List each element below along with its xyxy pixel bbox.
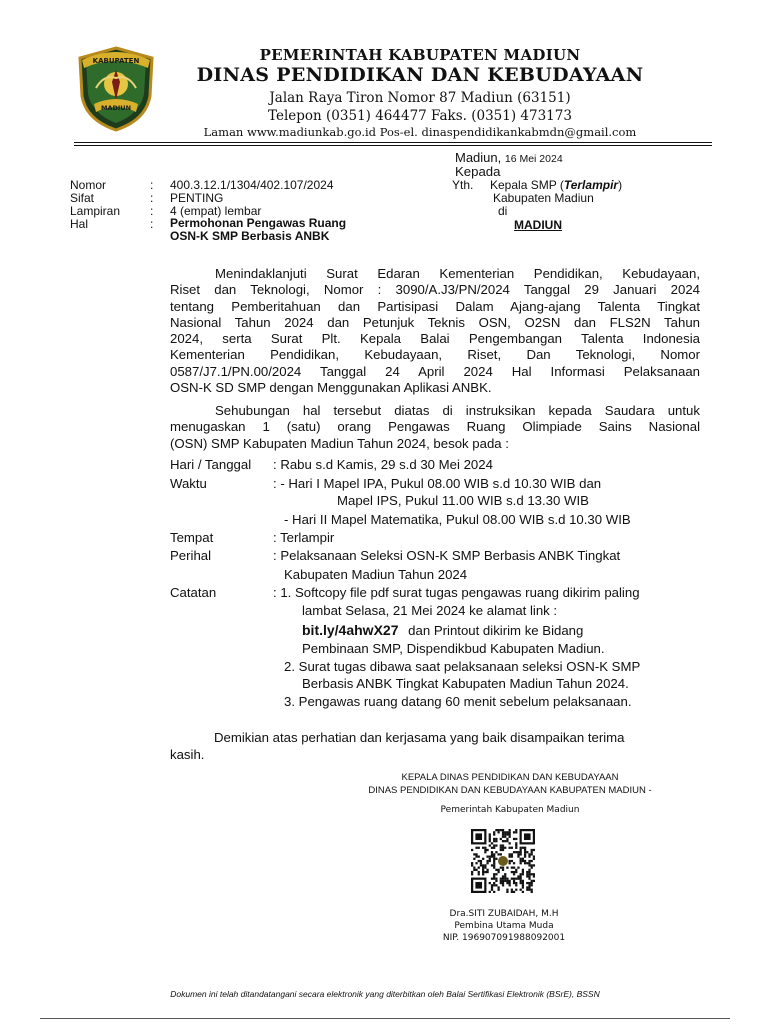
catatan-item-1b: lambat Selasa, 21 Mei 2024 ke alamat link : <box>302 603 558 618</box>
signature-title-2: DINAS PENDIDIKAN DAN KEBUDAYAAN KABUPATEN MADIUN - <box>368 785 652 796</box>
catatan-item-1c <box>302 622 583 639</box>
schedule-perihal-2: Kabupaten Madiun Tahun 2024 <box>284 567 468 582</box>
meta-hal-sep: : <box>150 217 154 231</box>
body-paragraph-1 <box>170 266 700 396</box>
date-value: 16 Mei 2024 <box>504 153 563 165</box>
letter-date <box>455 150 563 165</box>
catatan-item-2b: Berbasis ANBK Tingkat Kabupaten Madiun Tahun 2024. <box>302 676 629 691</box>
recipient-line2: Kabupaten Madiun <box>493 191 594 205</box>
recipient-kepada: Kepada <box>455 164 501 179</box>
paragraph-line: tentang Pemberitahuan dan Partisipasi Dalam Ajang-ajang Talenta Tingkat <box>170 298 700 314</box>
schedule-waktu-2: Mapel IPS, Pukul 11.00 WIB s.d 13.30 WIB <box>337 493 589 508</box>
catatan-item-1a: : 1. Softcopy file pdf surat tugas pengawas ruang dikirim paling <box>273 585 640 600</box>
signer-nip: NIP. 196907091988092001 <box>442 933 566 943</box>
registration-link[interactable]: bit.ly/4ahwX27 <box>302 622 399 638</box>
paragraph-line: 0587/J7.1/PN.00/2024 Tanggal 24 April 2024 Hal Informasi Pelaksanaan <box>170 363 700 379</box>
paragraph-line: OSN-K SD SMP dengan Menggunakan Aplikasi ANBK. <box>170 380 492 396</box>
meta-nomor-value: 400.3.12.1/1304/402.107/2024 <box>170 178 334 192</box>
letterhead-address: Jalan Raya Tiron Nomor 87 Madiun (63151) <box>269 90 571 106</box>
schedule-tempat-value: : Terlampir <box>273 530 335 545</box>
catatan-item-3: 3. Pengawas ruang datang 60 menit sebelum pelaksanaan. <box>284 694 632 709</box>
qr-code-signature <box>471 829 535 893</box>
signature-title-3: Pemerintah Kabupaten Madiun <box>440 805 580 815</box>
paragraph-line: Riset dan Teknologi, Nomor : 3090/A.J3/PN/2024 Tanggal 29 Januari 2024 <box>170 282 700 298</box>
paragraph-line: Sehubungan hal tersebut diatas di instruksikan kepada Saudara untuk <box>215 403 700 418</box>
paragraph-line: Menindaklanjuti Surat Edaran Kementerian Pendidikan, Kebudayaan, <box>215 266 700 281</box>
meta-hal-label: Hal <box>70 217 89 231</box>
schedule-catatan-label: Catatan <box>170 585 217 600</box>
paragraph-line: Kementerian Pendidikan, Kebudayaan, Riset, Dan Teknologi, Nomor <box>170 347 700 363</box>
schedule-perihal-1: : Pelaksanaan Seleksi OSN-K SMP Berbasis ANBK Tingkat <box>273 548 621 563</box>
meta-sifat-sep: : <box>150 191 154 205</box>
signer-rank: Pembina Utama Muda <box>454 921 554 931</box>
footer-rule <box>40 1018 730 1019</box>
signature-title-1: KEPALA DINAS PENDIDIKAN DAN KEBUDAYAAN <box>401 772 619 783</box>
meta-nomor-label: Nomor <box>70 178 107 192</box>
body-paragraph-2 <box>170 403 700 452</box>
meta-nomor-sep: : <box>150 178 154 192</box>
emblem-bottom-text: MADIUN <box>100 104 132 112</box>
recipient-terlampir: Terlampir <box>563 178 619 192</box>
letterhead-phone: Telepon (0351) 464477 Faks. (0351) 473173 <box>268 108 572 124</box>
paragraph-line: 2024, serta Surat Plt. Kepala Balai Pengembangan Talenta Indonesia <box>170 331 700 347</box>
meta-lampiran-label: Lampiran <box>70 204 121 218</box>
letterhead-rule <box>74 142 712 143</box>
schedule-waktu-1: : - Hari I Mapel IPA, Pukul 08.00 WIB s.d 10.30 WIB dan <box>273 476 602 491</box>
schedule-perihal-label: Perihal <box>170 548 212 563</box>
paragraph-line: (OSN) SMP Kabupaten Madiun Tahun 2024, besok pada : <box>170 435 509 451</box>
closing-line-1: Demikian atas perhatian dan kerjasama yang baik disampaikan terima <box>214 730 625 745</box>
meta-hal-value-line2: OSN-K SMP Berbasis ANBK <box>170 229 330 243</box>
meta-sifat-label: Sifat <box>70 191 95 205</box>
letterhead-rule-thin <box>74 145 712 146</box>
catatan-item-2a: 2. Surat tugas dibawa saat pelaksanaan seleksi OSN-K SMP <box>284 659 641 674</box>
letterhead-web: Laman www.madiunkab.go.id Pos-el. dinaspendidikankabmdn@gmail.com <box>203 125 637 139</box>
catatan-item-1c-rest: dan Printout dikirim ke Bidang <box>408 623 584 638</box>
date-place: Madiun, <box>455 150 502 165</box>
schedule-waktu-label: Waktu <box>170 476 207 491</box>
paragraph-line: Nasional Tahun 2024 dan Petunjuk Teknis OSN, O2SN dan FLS2N Tahun <box>170 314 700 330</box>
meta-sifat-value: PENTING <box>170 191 224 205</box>
paragraph-line: menugaskan 1 (satu) orang Pengawas Ruang Olimpiade Sains Nasional <box>170 419 700 435</box>
meta-hal-value: Permohonan Pengawas Ruang <box>170 216 347 230</box>
emblem-top-text: KABUPATEN <box>92 57 140 65</box>
meta-lampiran-value: 4 (empat) lembar <box>170 204 262 218</box>
schedule-tempat-label: Tempat <box>170 530 214 545</box>
recipient-di: di <box>498 204 508 218</box>
regency-emblem <box>74 44 158 132</box>
recipient-city: MADIUN <box>514 218 562 232</box>
schedule-hari-value: : Rabu s.d Kamis, 29 s.d 30 Mei 2024 <box>273 457 493 472</box>
closing-line-2: kasih. <box>170 747 205 762</box>
footer-esign-note: Dokumen ini telah ditandatangani secara elektronik yang diterbitkan oleh Balai Sertifikasi Elektronik (BSrE), BSSN <box>170 989 600 999</box>
letterhead-office: DINAS PENDIDIKAN DAN KEBUDAYAAN <box>196 64 644 86</box>
signer-name: Dra.SITI ZUBAIDAH, M.H <box>449 909 559 919</box>
catatan-item-1d: Pembinaan SMP, Dispendikbud Kabupaten Madiun. <box>302 641 605 656</box>
schedule-waktu-3: - Hari II Mapel Matematika, Pukul 08.00 WIB s.d 10.30 WIB <box>284 512 631 527</box>
recipient-yth: Yth. <box>452 178 474 192</box>
meta-lampiran-sep: : <box>150 204 154 218</box>
schedule-hari-label: Hari / Tanggal <box>170 457 252 472</box>
recipient-kepala-smp: Kepala SMP ( <box>490 178 564 192</box>
letterhead-government: PEMERINTAH KABUPATEN MADIUN <box>259 46 581 64</box>
recipient-paren: ) <box>618 178 623 192</box>
